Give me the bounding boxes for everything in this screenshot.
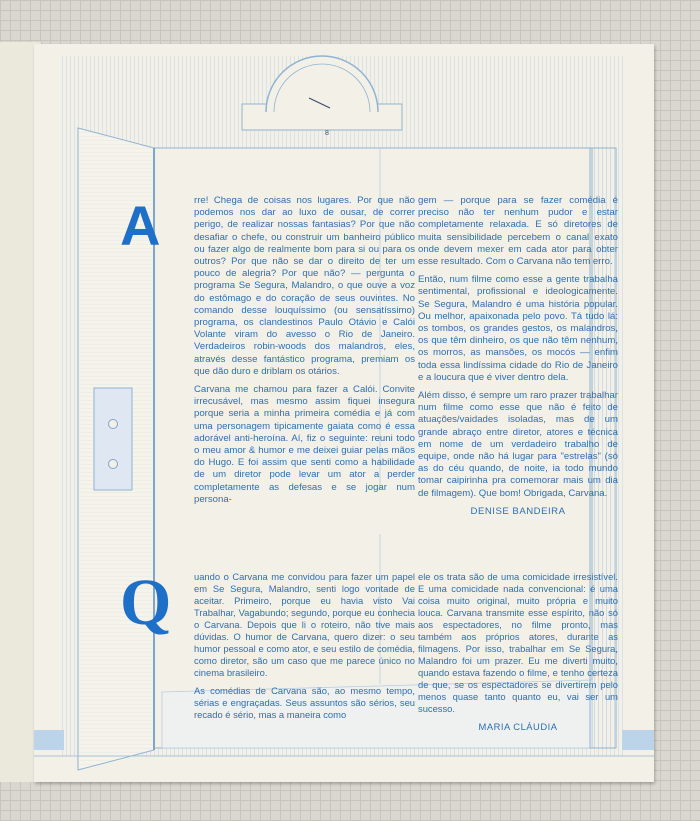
paragraph: rre! Chega de coisas nos lugares. Por que não podemos nos dar ao luxo de ousar, de correr perigo, de realizar nossas fantasias? Por que não desafiar o chefe, ou construir um banheiro público ou fazer algo de realmente bom para si ou para os outros? Por que não se dar o direito de ter um pouco de alegria? Por que não? — pergunta o programa Se Segura, Malandro, o que ouve a voz do estômago e do coração de seus ouvintes. No comando desse louquíssimo (ou sensatíssimo) programa, os clandestinos Paulo Otávio e Calói Volante viram do avesso o Rio de Janeiro. Verdadeiros robin-woods dos malandros, eles, através desse fantástico programa, premiam os que dão duro e driblam os otários.	[194, 195, 415, 377]
magazine-page	[34, 44, 654, 782]
skirting-right	[622, 730, 654, 750]
call-button-down	[109, 460, 118, 469]
signature-maria-claudia: MARIA CLÁUDIA	[478, 721, 558, 732]
paragraph: Além disso, é sempre um raro prazer trabalhar num filme como esse que não é feito de atuações/vaidades isoladas, mas de um grande abraço entre diretor, atores e técnica em nome de um verdadeiro trabalho de equipe, onde não há lugar para "estrelas" (só as do céu quando, de noite, ia todo mundo tomar caipirinha pra comemorar mais um dia de filmagem). Que bom! Obrigada, Carvana.	[418, 390, 618, 499]
call-button-up	[109, 420, 118, 429]
paragraph: Então, num filme como esse a gente trabalha sentimental, profissional e ideologicamente. Se Segura, Malandro é uma história popular. Ou melhor, apaixonada pelo povo. Tá tudo lá: os tombos, os grandes gestos, os malandros, os que têm dinheiro, os que não têm nenhum, os morros, as mansões, os mocós — enfim toda essa lindíssima cidade do Rio de Janeiro e a loucura que é viver dentro dela.	[418, 274, 618, 383]
section-a-column-2	[418, 195, 618, 518]
paragraph: As comédias de Carvana são, ao mesmo tempo, sérias e engraçadas. Seus assuntos são sérios, seu recado é sério, mas a maneira como	[194, 685, 415, 720]
floor-number: 8	[325, 130, 329, 137]
drop-cap-q: Q	[120, 566, 172, 639]
section-a-column-1	[194, 195, 415, 512]
signature-denise-bandeira: DENISE BANDEIRA	[470, 505, 566, 517]
section-q-column-2	[418, 571, 618, 733]
skirting-left	[34, 730, 64, 750]
paragraph: uando o Carvana me convidou para fazer um papel em Se Segura, Malandro, senti logo vontade de aceitar. Primeiro, porque eu havia visto Vai Trabalhar, Vagabundo; segundo, porque eu conhecia o Carvana. Depois que li o roteiro, não tive mais dúvidas. O humor de Carvana, quero dizer: o seu humor pessoal e como ator, e seu estilo de comédia, como diretor, são um caso que me parece único no cinema brasileiro.	[194, 571, 415, 678]
call-button-panel	[94, 388, 132, 490]
paragraph: Carvana me chamou para fazer a Calói. Convite irrecusável, mas mesmo assim fiquei insegura porque seria a minha primeira comédia e já com uma personagem tipicamente gaiata como é essa adorável anti-heroína. Aí, fiz o seguinte: reuni todo o meu amor & humor e me deixei guiar pelas mãos do Hugo. E foi assim que senti como a habilidade de um diretor pode levar um ator a perder completamente as defesas e se jogar num persona-	[194, 384, 415, 505]
paragraph: ele os trata são de uma comicidade irresistível. E uma comicidade nada convencional: é uma coisa muito original, muito própria e muito louca. Carvana transmite esse espírito, não só aos espectadores, no filme pronto, mas também aos próprios atores, durante as filmagens. Por isso, trabalhar em Se Segura, Malandro foi um prazer. Eu me diverti muito, quando estava fazendo o filme, e tenho certeza de que, se os espectadores se divertirem pelo menos quase tanto quanto eu, vai ser um sucesso.	[418, 571, 618, 714]
section-q-column-1	[194, 571, 415, 727]
drop-cap-a: A	[120, 194, 161, 257]
paragraph: gem — porque para se fazer comédia é preciso não ter nenhum pudor e estar completamente relaxada. E só diretores de muita sensibilidade percebem o canal exato onde devem mexer em cada ator para obter esse resultado. Com o Carvana não tem erro.	[418, 195, 618, 268]
